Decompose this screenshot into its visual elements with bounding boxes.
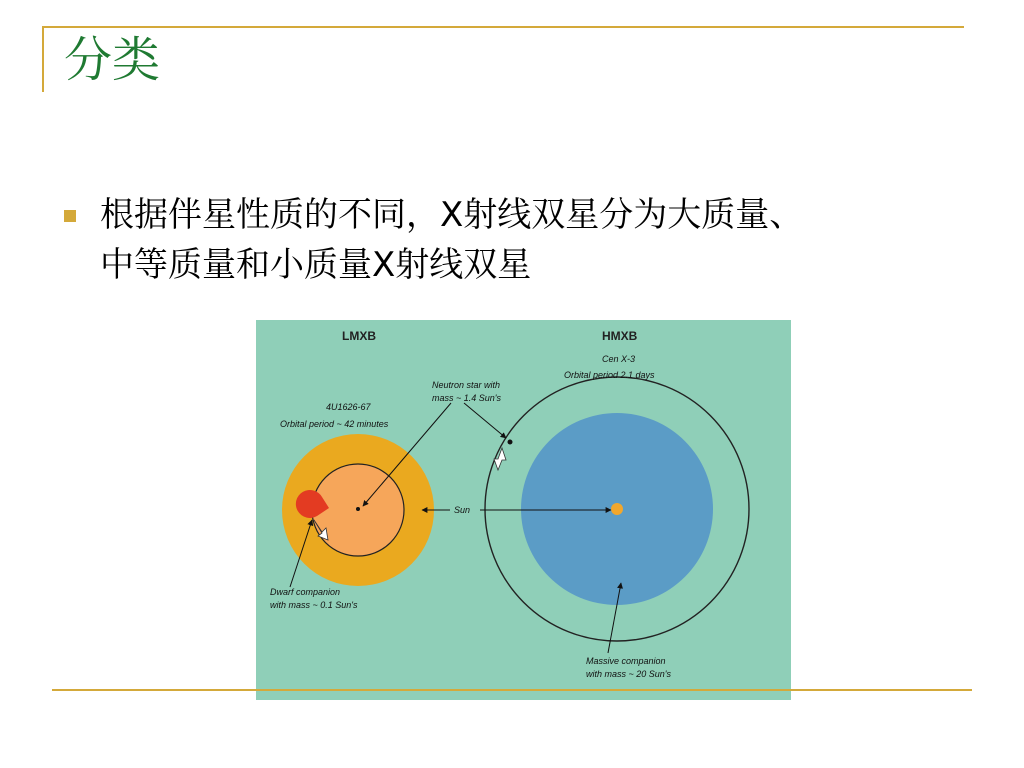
lmxb-neutron-star xyxy=(356,507,360,511)
lmxb-heading: LMXB xyxy=(342,329,376,343)
bullet-text-line-2: 中等质量和小质量X射线双星 xyxy=(100,245,532,285)
sun-label: Sun xyxy=(454,505,471,515)
hmxb-motion-arrow-icon xyxy=(494,448,506,470)
hmxb-orbital-period: Orbital period 2.1 days xyxy=(564,370,655,380)
neutron-label-line-2: mass ~ 1.4 Sun's xyxy=(432,393,502,403)
neutron-pointer-right xyxy=(464,403,506,438)
bullet-text xyxy=(100,190,970,290)
neutron-label-line-1: Neutron star with xyxy=(432,380,501,390)
massive-label-line-1: Massive companion xyxy=(586,656,666,666)
xray-binary-diagram xyxy=(256,320,791,700)
dwarf-label-line-1: Dwarf companion xyxy=(270,587,341,597)
bullet-text-line-1: 根据伴星性质的不同，X射线双星分为大质量、 xyxy=(100,195,804,235)
bottom-rule xyxy=(52,689,972,691)
lmxb-system-name: 4U1626-67 xyxy=(326,402,371,412)
hmxb-neutron-star xyxy=(508,440,513,445)
left-rule xyxy=(42,26,44,92)
dwarf-label-line-2: with mass ~ 0.1 Sun's xyxy=(270,600,358,610)
top-rule xyxy=(42,26,964,28)
slide-title: 分类 xyxy=(64,32,161,88)
square-bullet-icon xyxy=(64,210,76,222)
hmxb-heading: HMXB xyxy=(602,329,638,343)
lmxb-orbital-period: Orbital period ~ 42 minutes xyxy=(280,419,389,429)
sun-icon xyxy=(611,503,623,515)
hmxb-system-name: Cen X-3 xyxy=(602,354,636,364)
massive-label-line-2: with mass ~ 20 Sun's xyxy=(586,669,672,679)
diagram-svg xyxy=(256,320,791,700)
